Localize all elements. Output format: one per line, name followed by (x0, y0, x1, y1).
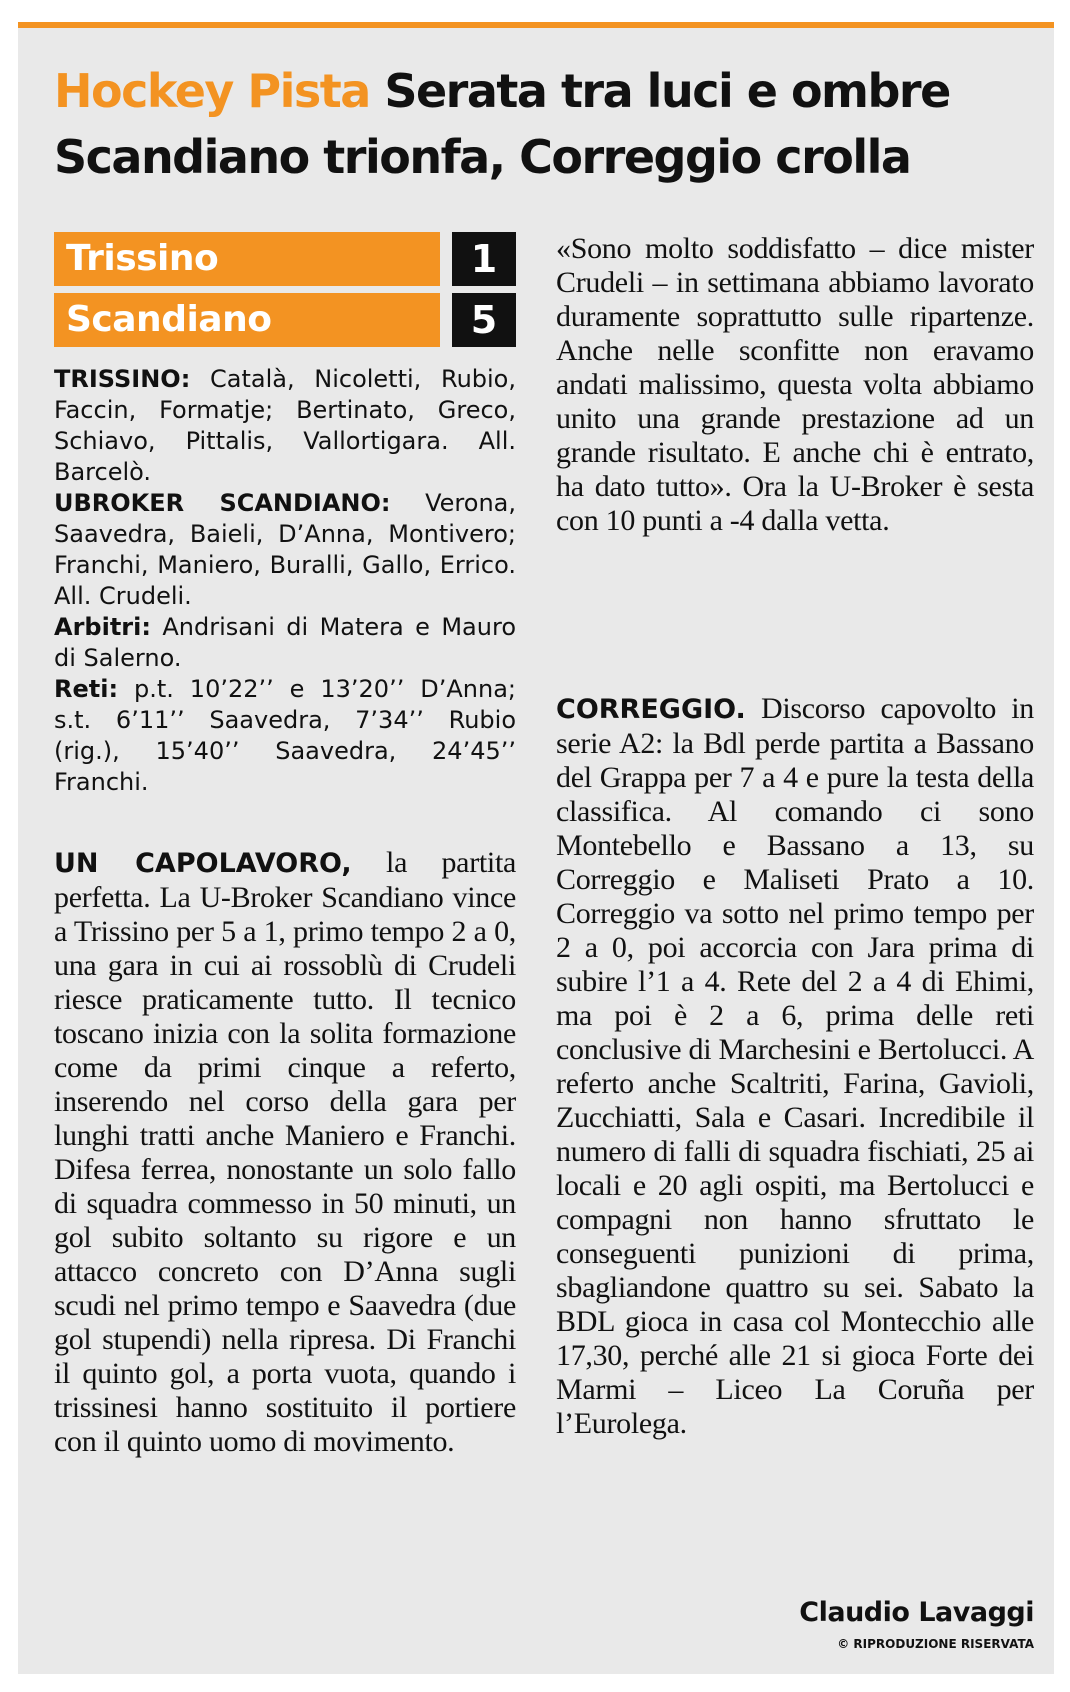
lineup-trissino (54, 364, 516, 488)
away-team-name: Scandiano (54, 293, 440, 347)
article-lead-1: UN CAPOLAVORO, (54, 848, 352, 879)
referees-label: Arbitri: (54, 613, 151, 641)
article-lead-3: CORREGGIO. (556, 694, 746, 725)
article-body-right-correggio (556, 692, 1034, 1441)
lineup-trissino-label: TRISSINO: (54, 365, 191, 393)
goals (54, 674, 516, 798)
article-text-1: la partita perfetta. La U-Broker Scandiano vince a Trissino per 5 a 1, primo tempo 2 a 0, una gara in cui ai rossoblù di Crudeli riesce praticamente tutto. Il tecnico toscano inizia con la solita formazione come da primi cinque a referto, inserendo nel corso della gara per lunghi tratti anche Maniero e Franchi. Difesa ferrea, nonostante un solo fallo di squadra commesso in 50 minuti, un gol subito soltanto su rigore e un attacco concreto con D’Anna sugli scudi nel primo tempo e Saavedra (due gol stupendi) nella ripresa. Di Franchi il quinto gol, a porta vuota, quando i trissinesi hanno sostituito il portiere con il quinto uomo di movimento. (54, 846, 517, 1458)
article-body-right-quote (556, 232, 1034, 538)
lineup-scandiano-text: Verona, Saavedra, Baieli, D’Anna, Montivero; Franchi, Maniero, Buralli, Gallo, Errico. All. Crudeli. (54, 489, 516, 610)
article-page (18, 22, 1054, 1674)
lineup-trissino-text: Català, Nicoletti, Rubio, Faccin, Formatje; Bertinato, Greco, Schiavo, Pittalis, Vallortigara. All. Barcelò. (54, 365, 516, 486)
away-team-score: 5 (452, 293, 516, 347)
copyright-notice: © RIPRODUZIONE RISERVATA (837, 1637, 1034, 1651)
article-body-left (54, 846, 516, 1459)
score-row-away (54, 293, 516, 347)
scoreboard (54, 232, 516, 354)
headline-kicker: Hockey Pista (54, 64, 370, 118)
home-team-name: Trissino (54, 232, 440, 286)
goals-label: Reti: (54, 675, 119, 703)
lineup-scandiano-label: UBROKER SCANDIANO: (54, 489, 391, 517)
headline-line-2: Scandiano trionfa, Correggio crolla (54, 130, 911, 184)
match-details (54, 364, 516, 798)
referees (54, 612, 516, 674)
headline (54, 58, 1034, 190)
goals-text: p.t. 10’22’’ e 13’20’’ D’Anna; s.t. 6’11’’ Saavedra, 7’34’’ Rubio (rig.), 15’40’’ Saavedra, 24’45’’ Franchi. (54, 675, 516, 796)
author-signature: Claudio Lavaggi (799, 1597, 1034, 1628)
home-team-score: 1 (452, 232, 516, 286)
article-text-3: Discorso capovolto in serie A2: la Bdl perde partita a Bassano del Grappa per 7 a 4 e pure la testa della classifica. Al comando ci sono Montebello e Bassano a 13, su Correggio e Maliseti Prato a 10. Correggio va sotto nel primo tempo per 2 a 0, poi accorcia con Jara prima di subire l’1 a 4. Rete del 2 a 4 di Ehimi, ma poi è 2 a 6, prima delle reti conclusive di Marchesini e Bertolucci. A referto anche Scaltriti, Farina, Gavioli, Zucchiatti, Sala e Casari. Incredibile il numero di falli di squadra fischiati, 25 ai locali e 20 agli ospiti, ma Bertolucci e compagni non hanno sfruttato le conseguenti punizioni di prima, sbagliandone quattro su sei. Sabato la BDL gioca in casa col Montecchio alle 17,30, perché alle 21 si gioca Forte dei Marmi – Liceo La Coruña per l’Eurolega. (556, 692, 1035, 1440)
score-row-home (54, 232, 516, 286)
lineup-scandiano (54, 488, 516, 612)
article-text-2: «Sono molto soddisfatto – dice mister Crudeli – in settimana abbiamo lavorato duramente soprattutto sulle ripartenze. Anche nelle sconfitte non eravamo andati malissimo, questa volta abbiamo unito una grande prestazione ad un grande risultato. E anche chi è entrato, ha dato tutto». Ora la U-Broker è sesta con 10 punti a -4 dalla vetta. (556, 232, 1034, 537)
referees-text: Andrisani di Matera e Mauro di Salerno. (54, 613, 516, 672)
headline-line-1: Serata tra luci e ombre (384, 64, 950, 118)
